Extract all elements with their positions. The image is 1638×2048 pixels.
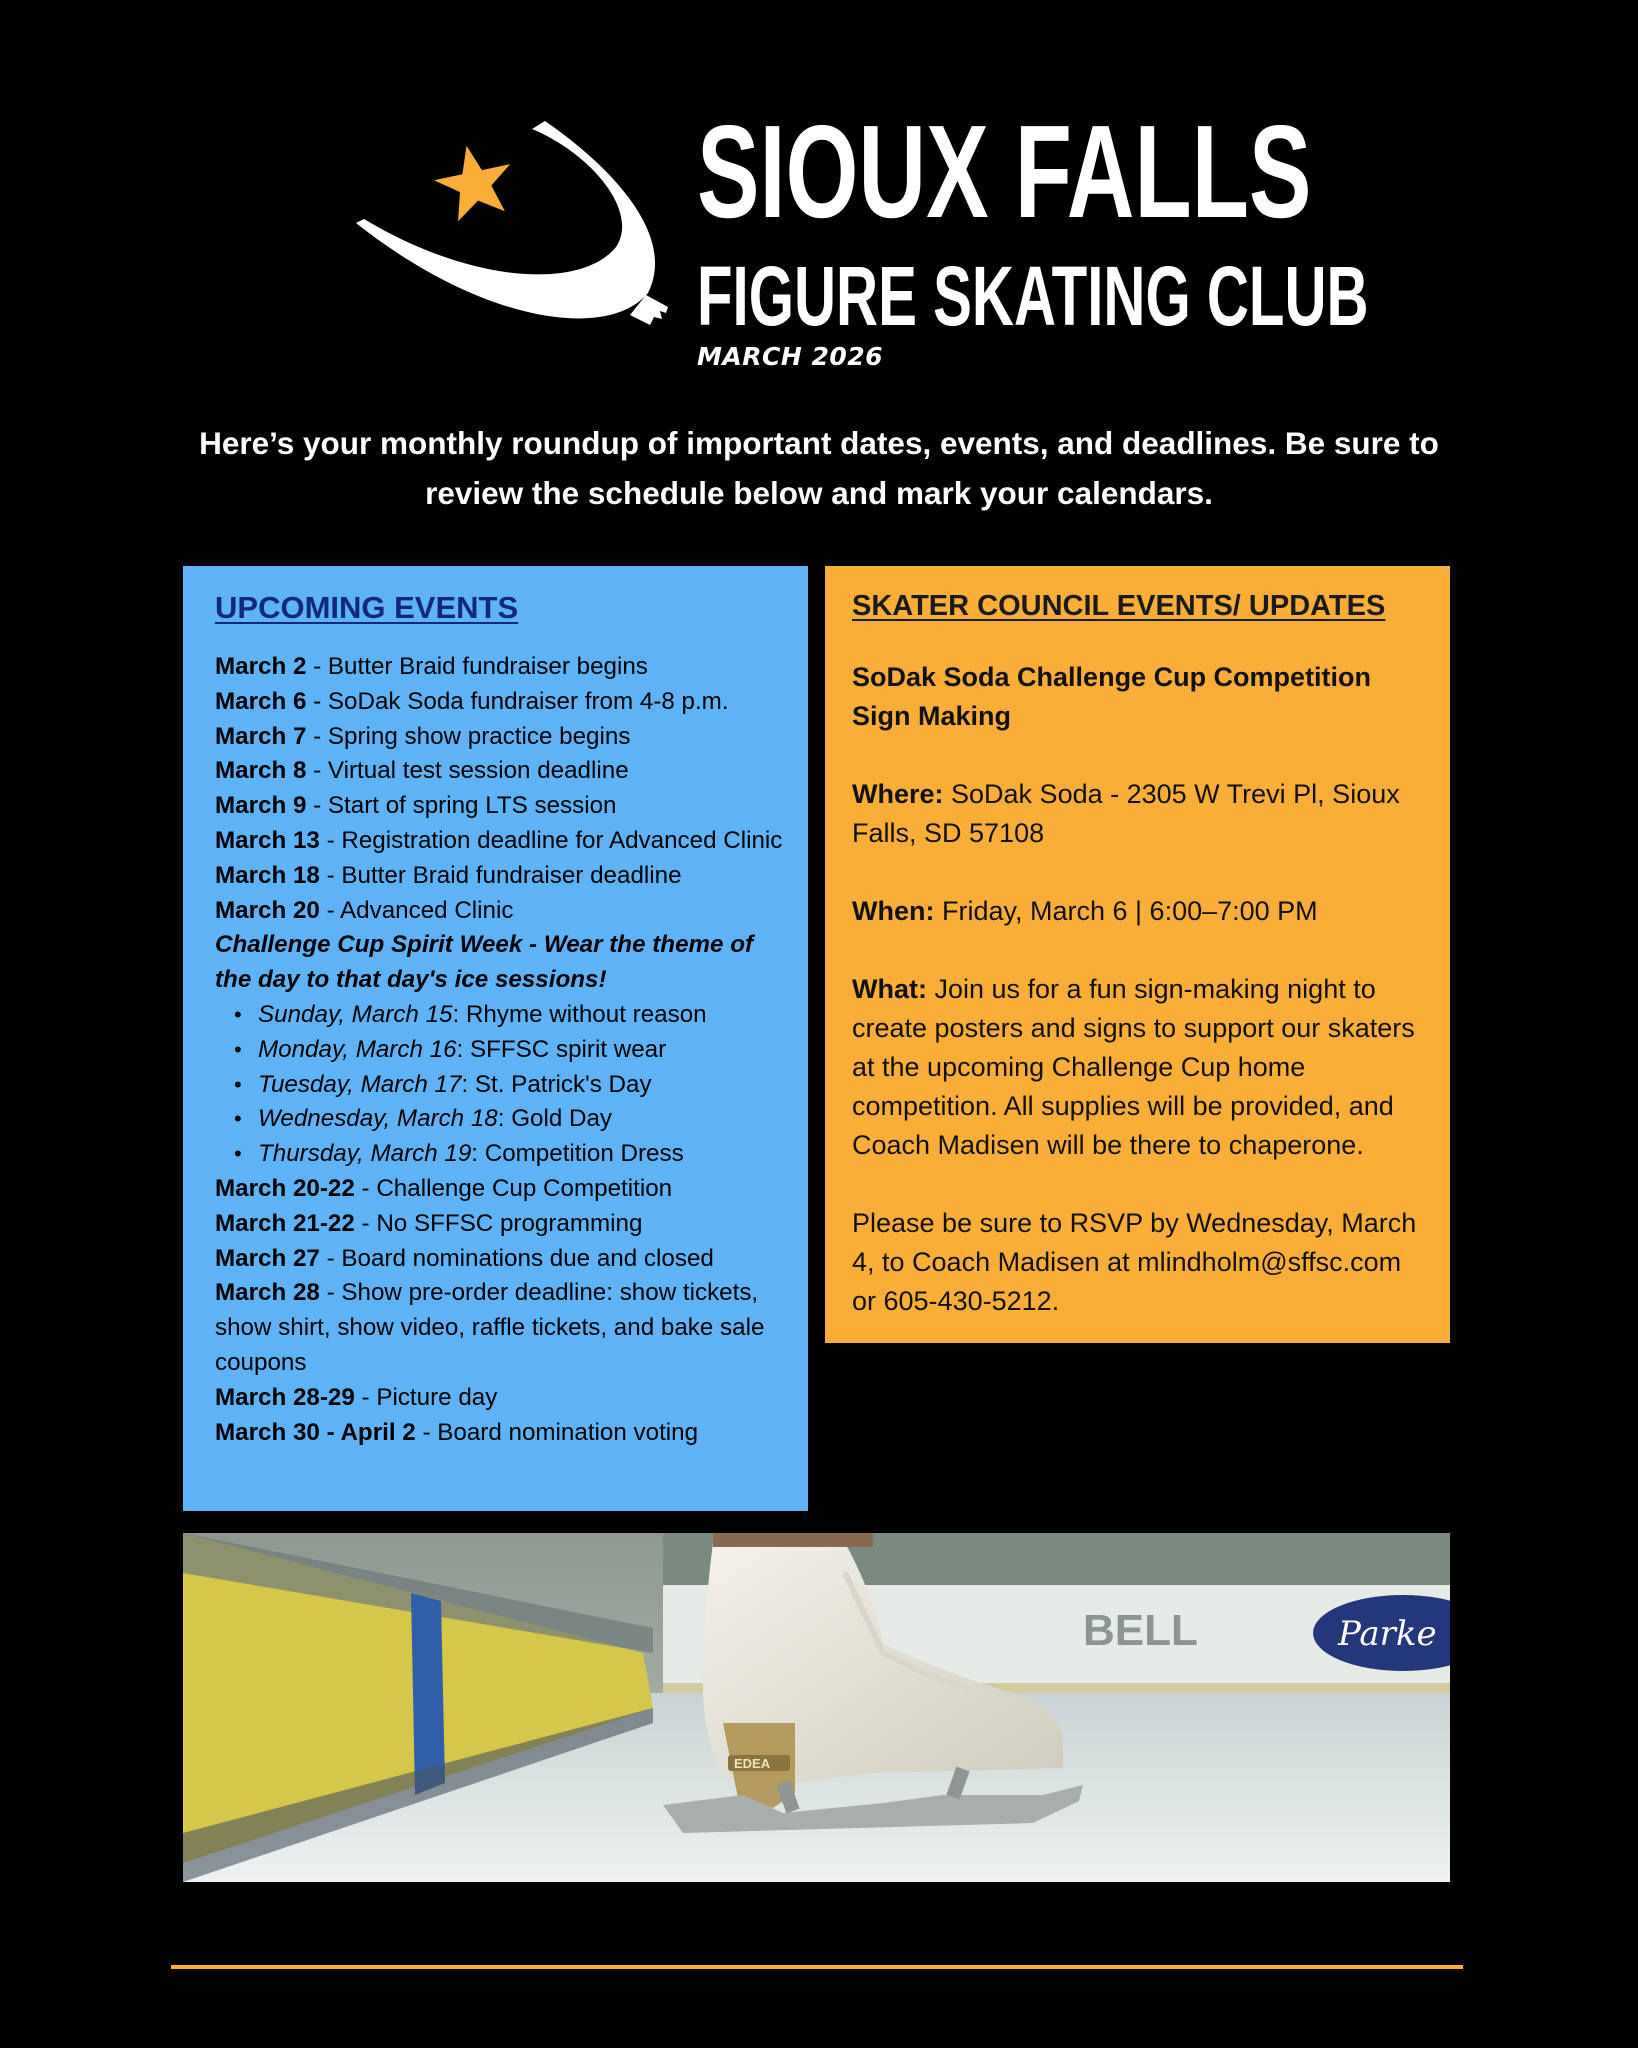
event-description: - Advanced Clinic <box>319 896 514 924</box>
event-description: - Board nomination voting <box>415 1418 699 1446</box>
event-item <box>215 720 795 755</box>
upcoming-events-panel <box>183 566 808 1511</box>
what-text: Join us for a fun sign-making night to create posters and signs to support our skaters at the upcoming Challenge Cup home competition. All supplies will be provided, and Coach Madisen will be there to chaperone. <box>852 974 1415 1160</box>
event-item <box>215 1207 795 1242</box>
skater-council-heading: SKATER COUNCIL EVENTS/ UPDATES <box>852 590 1386 622</box>
event-description: - Virtual test session deadline <box>306 757 629 785</box>
skate-photo <box>183 1533 1450 1882</box>
where-text: SoDak Soda - 2305 W Trevi Pl, Sioux Falls, SD 57108 <box>852 779 1400 848</box>
event-date: March 27 <box>215 1244 320 1272</box>
event-description: - Show pre-order deadline: show tickets, show shirt, show video, raffle tickets, and bake sale coupons <box>215 1279 765 1376</box>
intro-line1: Here’s your monthly roundup of important dates, events, and deadlines. Be sure to <box>199 425 1439 461</box>
intro-line2: review the schedule below and mark your calendars. <box>425 475 1213 511</box>
skate-photo-illustration <box>183 1533 1450 1882</box>
spirit-day-theme: : SFFSC spirit wear <box>456 1035 667 1063</box>
event-item <box>215 1416 795 1451</box>
sign-bell-text: BELL <box>1083 1606 1198 1655</box>
event-description: - Picture day <box>354 1383 498 1411</box>
event-item <box>215 789 795 824</box>
council-where <box>852 775 1422 853</box>
event-item <box>215 1276 795 1380</box>
event-item <box>215 1242 795 1277</box>
event-date: March 20 <box>215 896 320 924</box>
event-date: March 7 <box>215 722 307 750</box>
event-description: - Start of spring LTS session <box>306 792 617 820</box>
logo-swoosh <box>356 121 655 318</box>
sign-oval-text: Parke <box>1338 1614 1437 1654</box>
event-date: March 30 - April 2 <box>215 1418 416 1446</box>
spirit-day-item <box>258 998 795 1033</box>
event-date: March 18 <box>215 861 320 889</box>
event-item <box>215 754 795 789</box>
event-description: - Spring show practice begins <box>306 722 631 750</box>
council-body <box>852 658 1422 1321</box>
skater-council-panel <box>825 566 1450 1343</box>
star-icon <box>428 138 519 225</box>
spirit-day-item <box>258 1068 795 1103</box>
spirit-day-item <box>258 1137 795 1172</box>
council-when <box>852 892 1422 931</box>
spirit-day-item <box>258 1033 795 1068</box>
spirit-day-name: Wednesday, March 18 <box>258 1105 498 1133</box>
spirit-day-name: Thursday, March 19 <box>258 1140 472 1168</box>
skater-legging <box>713 1533 873 1547</box>
event-date: March 28-29 <box>215 1383 355 1411</box>
spirit-day-name: Sunday, March 15 <box>258 1000 453 1028</box>
footer-divider <box>171 1965 1463 1969</box>
club-title-line1: SIOUX FALLS <box>697 98 1312 245</box>
event-item <box>215 824 795 859</box>
event-description: - Registration deadline for Advanced Clinic <box>319 826 783 854</box>
event-description: - Challenge Cup Competition <box>354 1174 673 1202</box>
council-event-title: SoDak Soda Challenge Cup Competition Sign Making <box>852 662 1372 731</box>
what-label: What: <box>852 974 927 1004</box>
spirit-week-days <box>215 998 795 1172</box>
event-item <box>215 650 795 685</box>
event-description: - Butter Braid fundraiser begins <box>306 653 648 680</box>
skate-brand-text: EDEA <box>734 1756 771 1771</box>
upcoming-events-heading: UPCOMING EVENTS <box>215 590 519 625</box>
events-after-group <box>215 1172 795 1450</box>
event-date: March 20-22 <box>215 1174 355 1202</box>
spirit-day-theme: : Gold Day <box>497 1105 613 1133</box>
event-item <box>215 894 795 929</box>
event-date: March 28 <box>215 1279 320 1307</box>
event-item <box>215 685 795 720</box>
event-date: March 13 <box>215 826 320 854</box>
event-date: March 9 <box>215 792 307 820</box>
intro-text <box>160 418 1478 518</box>
events-list <box>215 650 795 1450</box>
spirit-day-theme: : Rhyme without reason <box>452 1000 707 1028</box>
event-description: - Butter Braid fundraiser deadline <box>319 861 682 889</box>
when-label: When: <box>852 896 935 926</box>
spirit-day-name: Monday, March 16 <box>258 1035 457 1063</box>
event-item <box>215 859 795 894</box>
spirit-week-heading: Challenge Cup Spirit Week - Wear the theme of the day to that day's ice sessions! <box>215 931 754 994</box>
spirit-day-theme: : Competition Dress <box>471 1140 684 1168</box>
spirit-day-theme: : St. Patrick's Day <box>461 1070 652 1098</box>
events-before-group <box>215 650 795 928</box>
club-title-line2: FIGURE SKATING CLUB <box>697 249 1369 343</box>
event-date: March 8 <box>215 757 307 785</box>
council-what <box>852 970 1422 1165</box>
event-description: - Board nominations due and closed <box>319 1244 714 1272</box>
event-item <box>215 1381 795 1416</box>
event-item <box>215 1172 795 1207</box>
issue-date: MARCH 2026 <box>697 342 884 371</box>
event-description: - SoDak Soda fundraiser from 4-8 p.m. <box>306 687 729 715</box>
spirit-day-name: Tuesday, March 17 <box>258 1070 462 1098</box>
event-date: March 2 <box>215 653 307 680</box>
where-label: Where: <box>852 779 944 809</box>
when-text: Friday, March 6 | 6:00–7:00 PM <box>934 896 1318 926</box>
club-logo-icon <box>350 115 690 325</box>
council-rsvp: Please be sure to RSVP by Wednesday, March 4, to Coach Madisen at mlindholm@sffsc.com or 605-430-5212. <box>852 1208 1417 1316</box>
event-date: March 21-22 <box>215 1209 355 1237</box>
event-date: March 6 <box>215 687 307 715</box>
event-description: - No SFFSC programming <box>354 1209 643 1237</box>
spirit-day-item <box>258 1102 795 1137</box>
